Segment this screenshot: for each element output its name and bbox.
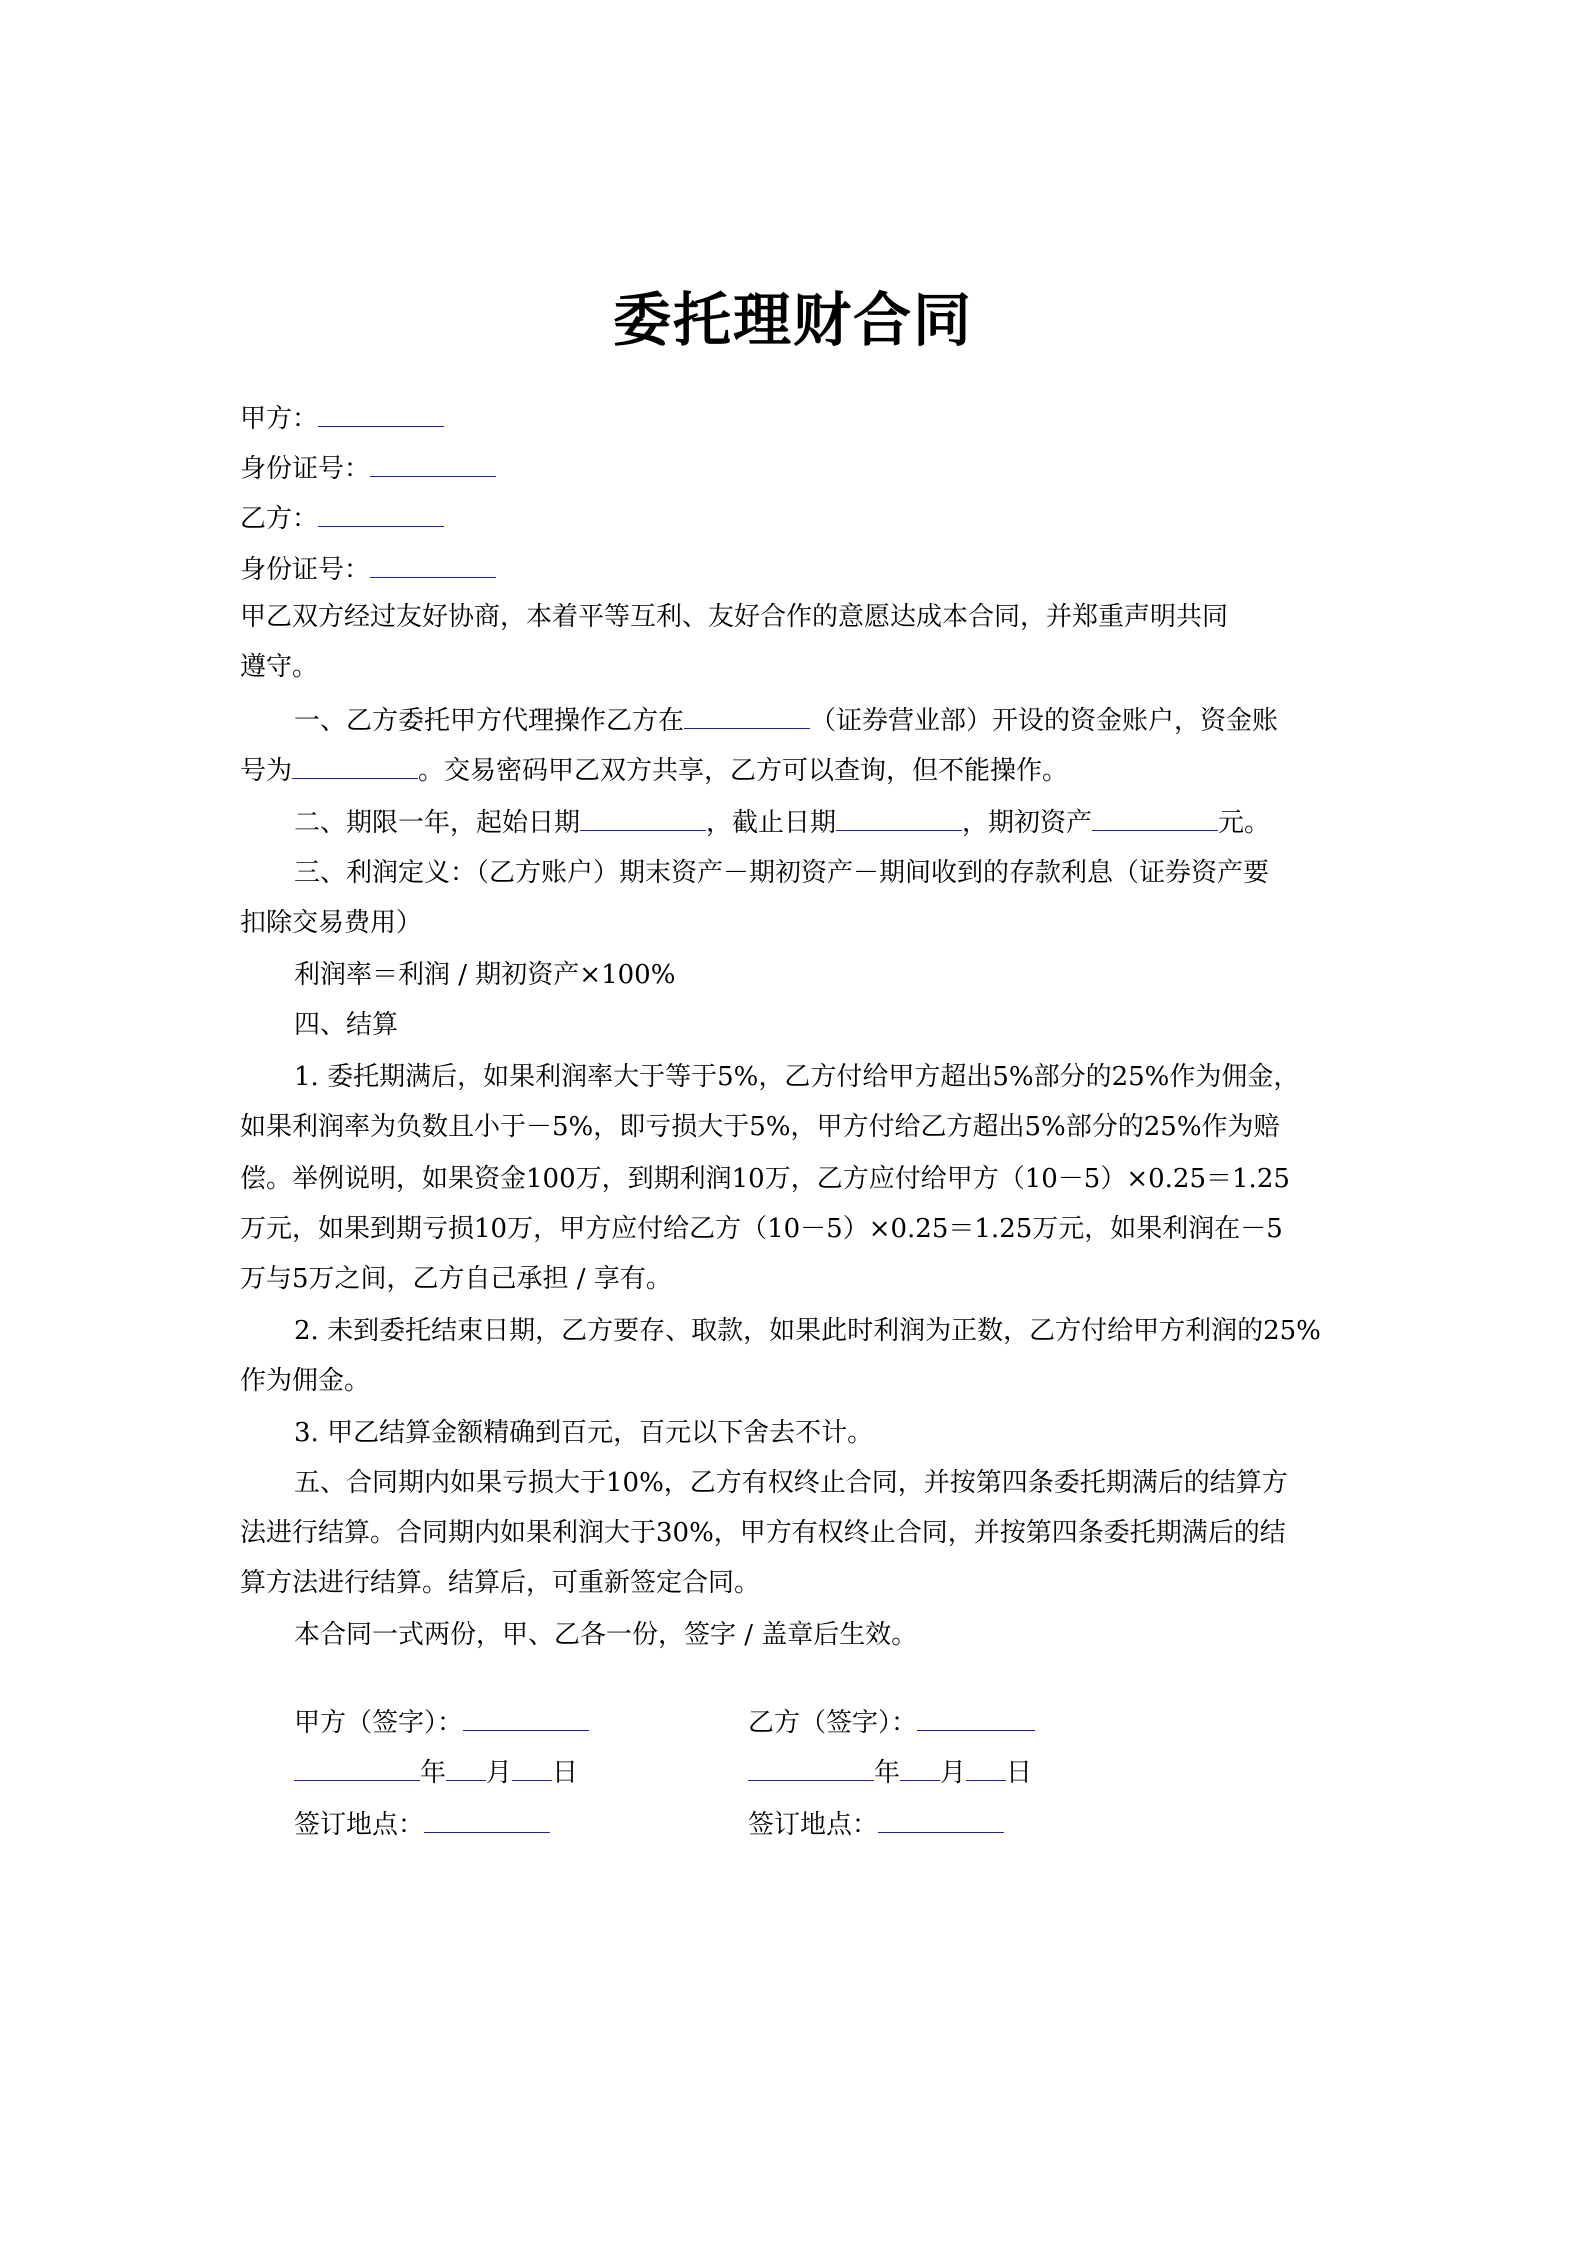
party-a-signature-label: 甲方（签字）： xyxy=(294,1708,464,1738)
party-a-id-line xyxy=(240,452,1350,484)
party-b-signature-blank xyxy=(917,1706,1035,1731)
intro-line-2: 遵守。 xyxy=(240,652,319,682)
page-title: 委托理财合同 xyxy=(612,285,973,354)
clause-2-text-c: ，期初资产 xyxy=(962,808,1093,838)
clause-2-text-b: ，截止日期 xyxy=(706,808,837,838)
clause-3-line-1: 三、利润定义：（乙方账户）期末资产－期初资产－期间收到的存款利息（证券资产要 xyxy=(294,858,1270,888)
month-label: 月 xyxy=(486,1758,513,1788)
start-date-blank xyxy=(580,806,706,831)
clause-1-text-b: （证券营业部）开设的资金账户，资金账 xyxy=(810,706,1279,736)
clause-4-2-line-1: 2. 未到委托结束日期，乙方要存、取款，如果此时利润为正数，乙方付给甲方利润的25% xyxy=(294,1316,1321,1346)
initial-assets-blank xyxy=(1092,806,1218,831)
clause-2-text-a: 二、期限一年，起始日期 xyxy=(294,808,581,838)
party-a-place-blank xyxy=(424,1808,550,1833)
party-a-signature-blank xyxy=(463,1706,589,1731)
year-label: 年 xyxy=(420,1758,447,1788)
party-a-line xyxy=(240,402,1350,434)
party-a-date-line xyxy=(294,1756,578,1788)
party-b-line xyxy=(240,502,1350,534)
party-a-label: 甲方： xyxy=(240,404,319,434)
clause-4-3-line: 3. 甲乙结算金额精确到百元，百元以下舍去不计。 xyxy=(294,1418,874,1448)
party-b-day-blank xyxy=(966,1756,1006,1781)
clause-1-line-1 xyxy=(294,704,1404,736)
party-a-month-blank xyxy=(446,1756,486,1781)
party-a-id-blank xyxy=(370,452,496,477)
clause-1-text-c: 号为 xyxy=(240,756,293,786)
closing-line: 本合同一式两份，甲、乙各一份，签字 / 盖章后生效。 xyxy=(294,1620,918,1650)
clause-4-heading: 四、结算 xyxy=(294,1010,399,1040)
clause-3-line-2: 扣除交易费用） xyxy=(240,908,423,938)
account-number-blank xyxy=(292,754,418,779)
party-a-place-line xyxy=(294,1808,550,1840)
party-b-year-blank xyxy=(748,1756,874,1781)
clause-4-1-line-5: 万与5万之间，乙方自己承担 / 享有。 xyxy=(240,1264,672,1294)
party-a-signature-line xyxy=(294,1706,589,1738)
party-b-place-label: 签订地点： xyxy=(748,1810,879,1840)
party-b-blank xyxy=(318,502,444,527)
party-a-blank xyxy=(318,402,444,427)
clause-5-line-3: 算方法进行结算。结算后，可重新签定合同。 xyxy=(240,1568,761,1598)
clause-4-1-line-2: 如果利润率为负数且小于－5%，即亏损大于5%，甲方付给乙方超出5%部分的25%作为赔 xyxy=(240,1112,1280,1142)
party-b-place-line xyxy=(748,1808,1004,1840)
clause-4-2-line-2: 作为佣金。 xyxy=(240,1366,371,1396)
party-b-id-blank xyxy=(370,553,496,578)
end-date-blank xyxy=(836,806,962,831)
party-b-date-line xyxy=(748,1756,1032,1788)
year-label: 年 xyxy=(874,1758,901,1788)
party-a-year-blank xyxy=(294,1756,420,1781)
party-b-signature-line xyxy=(748,1706,1035,1738)
party-b-place-blank xyxy=(878,1808,1004,1833)
party-b-signature-label: 乙方（签字）： xyxy=(748,1708,918,1738)
intro-line-1: 甲乙双方经过友好协商，本着平等互利、友好合作的意愿达成本合同，并郑重声明共同 xyxy=(240,602,1229,632)
brokerage-blank xyxy=(684,704,810,729)
party-b-id-label: 身份证号： xyxy=(240,555,371,585)
month-label: 月 xyxy=(940,1758,967,1788)
clause-1-line-2 xyxy=(240,754,1350,786)
party-a-day-blank xyxy=(512,1756,552,1781)
party-a-place-label: 签订地点： xyxy=(294,1810,425,1840)
party-b-id-line xyxy=(240,553,1350,585)
clause-4-1-line-4: 万元，如果到期亏损10万，甲方应付给乙方（10－5）×0.25＝1.25万元，如果利润在－5 xyxy=(240,1214,1283,1244)
party-b-label: 乙方： xyxy=(240,504,319,534)
clause-1-text-a: 一、乙方委托甲方代理操作乙方在 xyxy=(294,706,685,736)
clause-5-line-1: 五、合同期内如果亏损大于10%，乙方有权终止合同，并按第四条委托期满后的结算方 xyxy=(294,1468,1288,1498)
clause-2-line xyxy=(294,806,1404,838)
day-label: 日 xyxy=(552,1758,579,1788)
party-b-month-blank xyxy=(900,1756,940,1781)
clause-1-text-d: 。交易密码甲乙双方共享，乙方可以查询，但不能操作。 xyxy=(418,756,1069,786)
clause-5-line-2: 法进行结算。合同期内如果利润大于30%，甲方有权终止合同，并按第四条委托期满后的结 xyxy=(240,1518,1286,1548)
clause-2-text-d: 元。 xyxy=(1218,808,1271,838)
clause-4-1-line-1: 1. 委托期满后，如果利润率大于等于5%，乙方付给甲方超出5%部分的25%作为佣金， xyxy=(294,1062,1300,1092)
profit-rate-formula: 利润率＝利润 / 期初资产×100% xyxy=(294,960,676,990)
party-a-id-label: 身份证号： xyxy=(240,454,371,484)
day-label: 日 xyxy=(1006,1758,1033,1788)
clause-4-1-line-3: 偿。举例说明，如果资金100万，到期利润10万，乙方应付给甲方（10－5）×0.25＝1.25 xyxy=(240,1164,1290,1194)
